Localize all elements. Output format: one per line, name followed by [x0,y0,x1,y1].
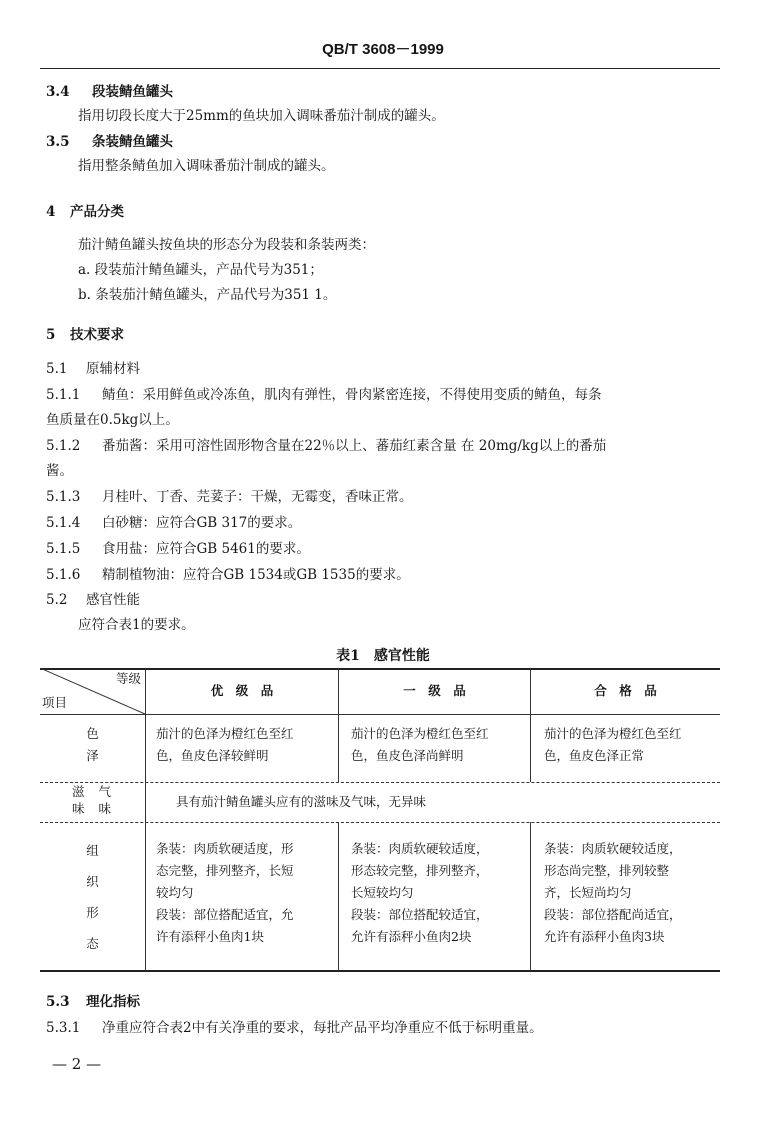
section-5-2-heading: 5.2 感官性能 [46,592,140,608]
section-5-1-heading: 5.1 原辅材料 [46,361,140,377]
row-texture-qualified-3: 齐，长短尚均匀 [544,885,632,900]
table-bottom-border [40,970,720,972]
section-5-1-2-line1: 5.1.2 番茄酱：采用可溶性固形物含量在22％以上、蕃茄红素含量 在 20mg/kg以上的番茄 [46,438,607,454]
row-texture-premium-2: 态完整，排列整齐，长短 [156,863,294,878]
row-color-label-2: 泽 [86,748,99,763]
row-texture-label-4: 态 [86,936,99,951]
section-5-1-1-line2: 鱼质量在0.5kg以上。 [46,412,179,428]
row-color-label-1: 色 [86,726,99,741]
section-5-2-body: 应符合表1的要求。 [78,617,195,633]
col-header-qualified: 合 格 品 [594,683,657,698]
row-color-premium-2: 色，鱼皮色泽较鲜明 [156,748,269,763]
row-color-qualified-2: 色，鱼皮色泽正常 [544,748,645,763]
row-texture-qualified-2: 形态尚完整，排列较整 [544,863,670,878]
page-header: QB/T 3608－1999 [322,41,444,58]
section-3-4-heading: 3.4 段装鲭鱼罐头 [46,84,173,100]
section-3-4-body: 指用切段长度大于25mm的鱼块加入调味番茄汁制成的罐头。 [78,108,445,124]
row-texture-premium-1: 条装：肉质软硬适度，形 [156,841,294,856]
table-1 [40,668,720,970]
row-texture-qualified-5: 允许有添秤小鱼肉3块 [544,929,665,944]
page-number: — 2 — [52,1055,102,1073]
corner-grade-label: 等级 [116,671,142,686]
table-row-divider [40,822,720,823]
row-texture-label-1: 组 [86,843,99,858]
row-taste-label-2: 味 味 [72,801,112,816]
row-texture-first-2: 形态较完整，排列整齐， [351,863,489,878]
col-header-premium: 优 级 品 [210,683,274,698]
row-texture-qualified-1: 条装：肉质软硬较适度， [544,841,682,856]
row-texture-premium-3: 较均匀 [156,885,194,900]
row-texture-first-3: 长短较均匀 [351,885,414,900]
row-color-first-2: 色，鱼皮色泽尚鲜明 [351,748,464,763]
section-5-1-3: 5.1.3 月桂叶、丁香、芫荽子：干燥，无霉变，香味正常。 [46,489,413,505]
col-header-first-grade: 一 级 品 [403,683,466,698]
table-row-divider [40,782,720,783]
table-col-divider [338,822,339,970]
section-5-1-6: 5.1.6 精制植物油：应符合GB 1534或GB 1535的要求。 [46,567,410,583]
row-texture-premium-5: 许有添秤小鱼肉1块 [156,929,264,944]
row-texture-first-5: 允许有添秤小鱼肉2块 [351,929,472,944]
section-5-1-2-line2: 酱。 [46,463,73,479]
section-5-1-4: 5.1.4 白砂糖：应符合GB 317的要求。 [46,515,302,531]
row-texture-label-3: 形 [86,905,99,920]
section-4-item-a: a. 段装茄汁鲭鱼罐头，产品代号为351； [78,262,323,278]
row-taste-label-1: 滋 气 [72,784,112,799]
row-texture-first-1: 条装：肉质软硬较适度， [351,841,489,856]
section-4-heading: 4 产品分类 [46,204,124,220]
row-texture-label-2: 织 [86,874,99,889]
section-5-heading: 5 技术要求 [46,327,124,343]
section-3-5-body: 指用整条鲭鱼加入调味番茄汁制成的罐头。 [78,158,335,174]
row-texture-first-4: 段装：部位搭配较适宜， [351,907,489,922]
section-5-3-heading: 5.3 理化指标 [46,994,140,1010]
row-taste-merged: 具有茄汁鲭鱼罐头应有的滋味及气味，无异味 [176,794,427,809]
row-texture-premium-4: 段装：部位搭配适宜，允 [156,907,294,922]
section-4-intro: 茄汁鲭鱼罐头按鱼块的形态分为段装和条装两类： [78,237,375,253]
corner-item-label: 项目 [42,695,68,710]
row-color-first-1: 茄汁的色泽为橙红色至红 [351,726,489,741]
table-1-caption: 表1 感官性能 [336,648,430,664]
row-color-premium-1: 茄汁的色泽为橙红色至红 [156,726,294,741]
row-color-qualified-1: 茄汁的色泽为橙红色至红 [544,726,682,741]
section-3-5-heading: 3.5 条装鲭鱼罐头 [46,134,173,150]
header-rule [40,68,720,69]
section-4-item-b: b. 条装茄汁鲭鱼罐头，产品代号为351 1。 [78,287,337,303]
table-col-divider [530,822,531,970]
row-texture-qualified-4: 段装：部位搭配尚适宜， [544,907,682,922]
section-5-3-1: 5.3.1 净重应符合表2中有关净重的要求，每批产品平均净重应不低于标明重量。 [46,1020,543,1036]
section-5-1-1-line1: 5.1.1 鲭鱼：采用鲜鱼或冷冻鱼，肌肉有弹性，骨肉紧密连接，不得使用变质的鲭鱼，每条 [46,387,602,403]
section-5-1-5: 5.1.5 食用盐：应符合GB 5461的要求。 [46,541,310,557]
